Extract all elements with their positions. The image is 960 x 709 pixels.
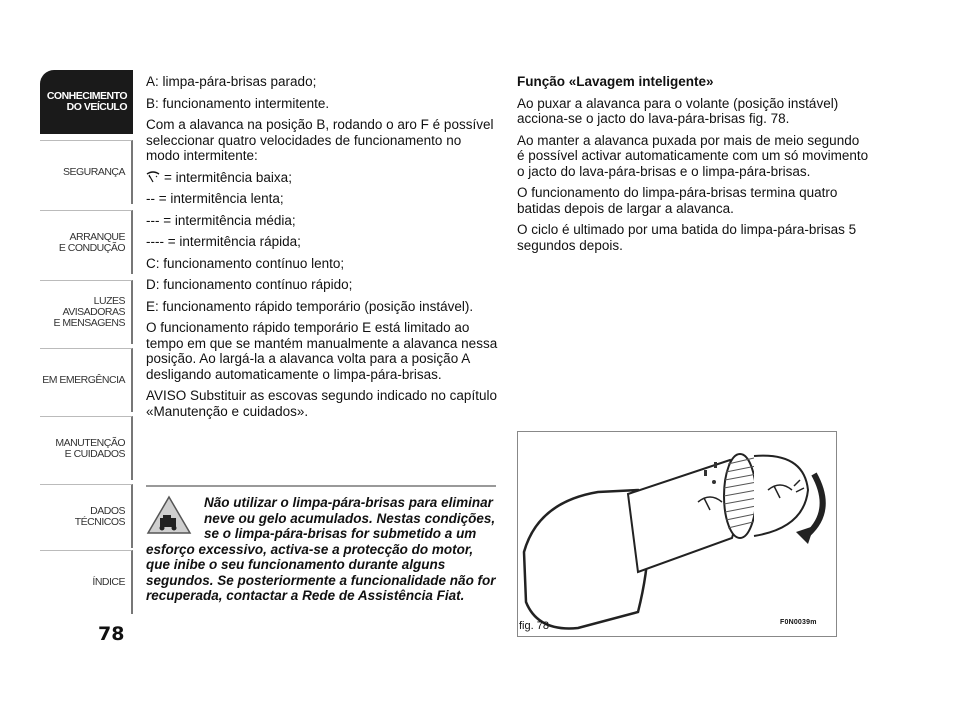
paragraph: AVISO Substituir as escovas segundo indicado no capítulo «Manutenção e cuidados». — [146, 388, 497, 419]
paragraph: A: limpa-pára-brisas parado; — [146, 74, 317, 89]
paragraph: D: funcionamento contínuo rápido; — [146, 277, 353, 292]
paragraph: Ao puxar a alavanca para o volante (posição instável) acciona-se o jacto do lava-pára-brisas fig. 78. — [517, 95, 839, 126]
paragraph: -- = intermitência lenta; — [146, 191, 284, 206]
warning-triangle-icon — [146, 495, 192, 535]
paragraph: --- = intermitência média; — [146, 212, 296, 228]
figure-stalk-illustration — [517, 431, 837, 637]
paragraph: O ciclo é ultimado por uma batida do limpa-pára-brisas 5 segundos depois. — [517, 222, 857, 253]
paragraph: O funcionamento do limpa-pára-brisas termina quatro batidas depois de largar a alavanca. — [517, 185, 838, 216]
paragraph: C: funcionamento contínuo lento; — [146, 255, 345, 271]
page-number: 78 — [98, 623, 125, 645]
warning-box — [146, 495, 498, 604]
tab-luzes-avisadoras[interactable]: LUZES AVISADORAS E MENSAGENS — [40, 280, 133, 344]
paragraph: B: funcionamento intermitente. — [146, 95, 330, 111]
tab-indice[interactable]: ÍNDICE — [40, 550, 133, 614]
intermittent-wiper-icon — [146, 171, 160, 183]
wiper-stalk-drawing — [518, 432, 836, 636]
tab-seguranca[interactable]: SEGURANÇA — [40, 140, 133, 204]
figure-caption: fig. 78 — [519, 620, 549, 632]
paragraph: O funcionamento rápido temporário E está limitado ao tempo em que se mantém manualmente a alavanca nessa posição. Ao largá-la a alavanca volta para a posição A desligando automaticamente o limpa-pára-brisas. — [146, 320, 498, 382]
paragraph: E: funcionamento rápido temporário (posição instável). — [146, 298, 474, 314]
section-heading: Função «Lavagem inteligente» — [517, 74, 714, 89]
right-column — [517, 74, 869, 259]
paragraph: Ao manter a alavanca puxada por mais de meio segundo é possível activar automaticamente com um só movimento o jacto do lava-pára-brisas e o limpa-pára-brisas. — [517, 132, 869, 179]
tab-dados-tecnicos[interactable]: DADOS TÉCNICOS — [40, 484, 133, 548]
paragraph: Com a alavanca na posição B, rodando o aro F é possível seleccionar quatro velocidades de funcionamento no modo intermitente: — [146, 117, 494, 163]
tab-conhecimento-do-veiculo[interactable]: CONHECIMENTO DO VEÍCULO — [40, 70, 133, 134]
tab-em-emergencia[interactable]: EM EMERGÊNCIA — [40, 348, 133, 412]
section-divider — [146, 485, 496, 487]
tab-arranque-e-conducao[interactable]: ARRANQUE E CONDUÇÃO — [40, 210, 133, 274]
paragraph-with-icon: = intermitência baixa; — [146, 170, 498, 186]
figure-code: F0N0039m — [780, 619, 817, 626]
paragraph: ---- = intermitência rápida; — [146, 234, 301, 249]
left-column — [146, 74, 498, 425]
warning-text: Não utilizar o limpa-pára-brisas para eliminar neve ou gelo acumulados. Nestas condições, se o limpa-pára-brisas for submetido a um esforço excessivo, activa-se a protecção do motor, que inibe o seu funcionamento durante alguns segundos. Se posteriormente a funcionalidade não for recuperada, contactar a Rede de Assistência Fiat. — [146, 495, 496, 603]
tab-manutencao-e-cuidados[interactable]: MANUTENÇÃO E CUIDADOS — [40, 416, 133, 480]
